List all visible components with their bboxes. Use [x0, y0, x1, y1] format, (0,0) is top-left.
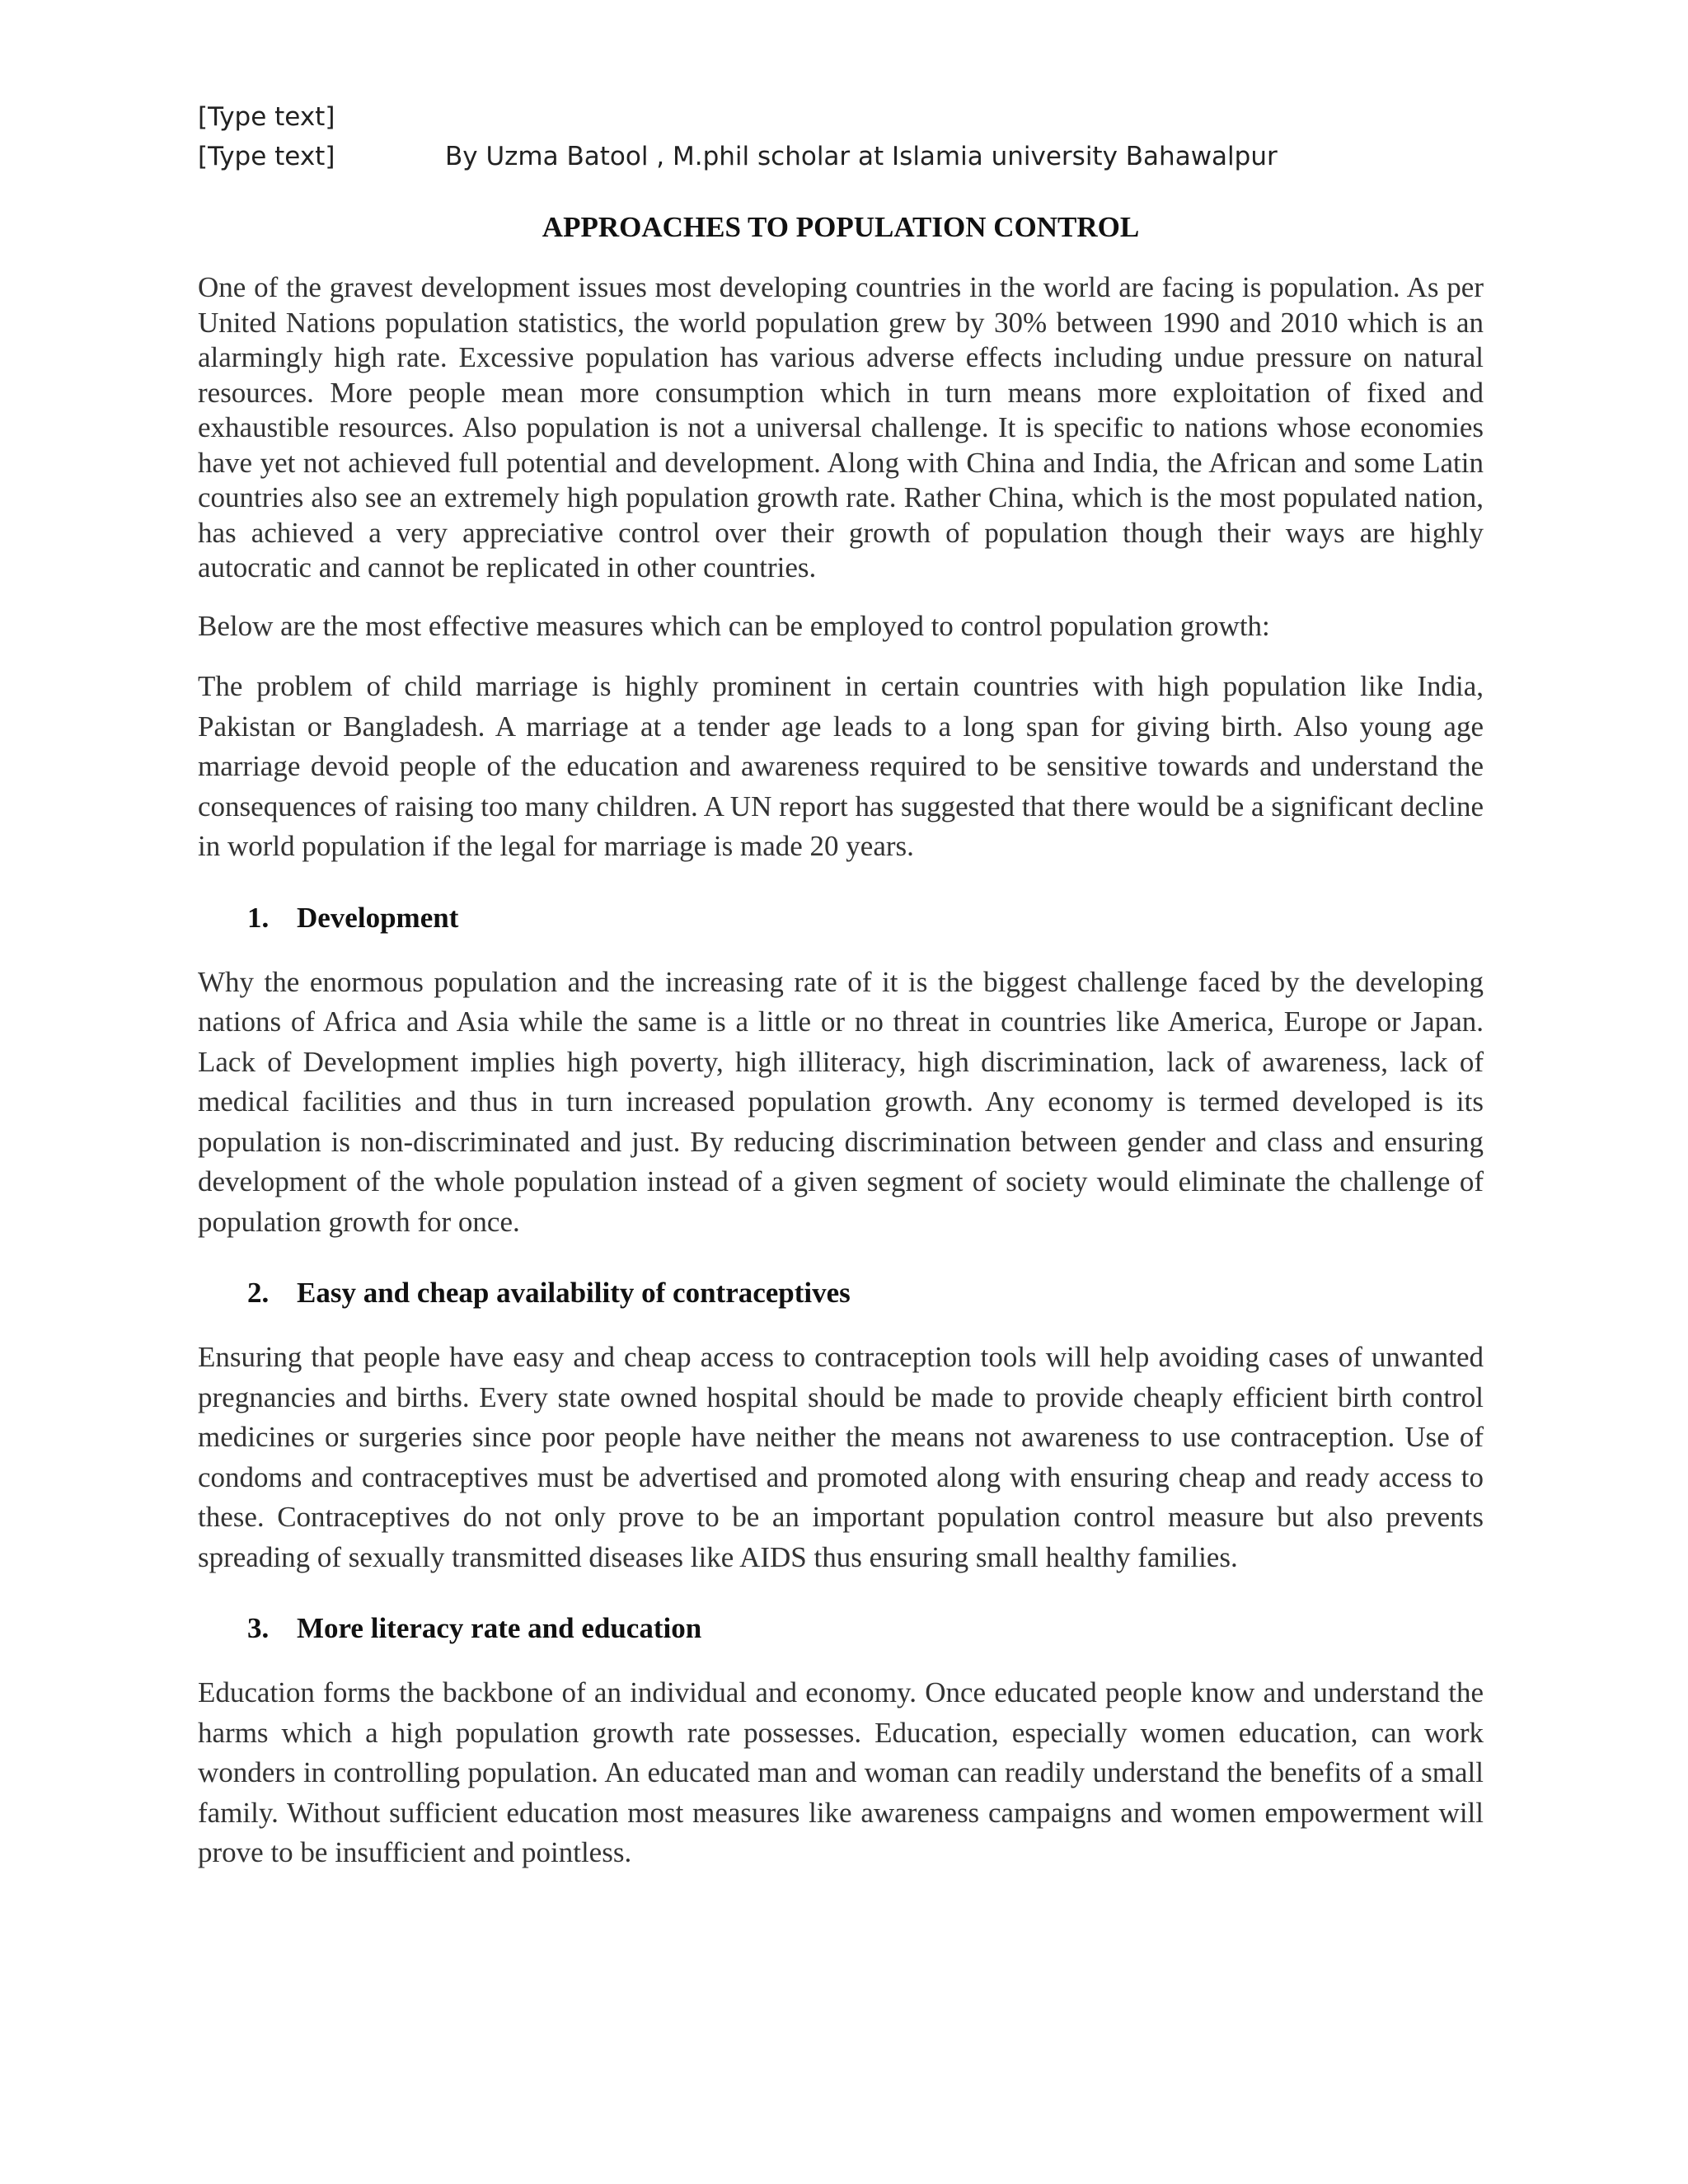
- measures-lead-paragraph: Below are the most effective measures which can be employed to control population growth:: [198, 609, 1270, 642]
- section-number: 2.: [247, 1277, 270, 1309]
- header-placeholder-2: [Type text]: [198, 142, 335, 171]
- section-body-development: Why the enormous population and the increasing rate of it is the biggest challenge faced by the developing nations of Africa and Asia while the same is a little or no threat in countries like America, Europe or Japan. Lack of Development implies high poverty, high illiteracy, high discrimination, lack of awareness, lack of medical facilities and thus in turn increased population growth. Any economy is termed developed is its population is non-discriminated and just. By reducing discrimination between gender and class and ensuring development of the whole population instead of a given segment of society would eliminate the challenge of population growth for once.: [198, 965, 1484, 1238]
- section-heading-development: [247, 898, 1484, 938]
- document-body: [198, 208, 1484, 1896]
- header-row-1: [198, 97, 1278, 137]
- author-byline: By Uzma Batool , M.phil scholar at Islamia university Bahawalpur: [445, 142, 1278, 171]
- page-header: [198, 97, 1278, 176]
- section-heading-text: Easy and cheap availability of contraceptives: [297, 1277, 851, 1309]
- child-marriage-paragraph: The problem of child marriage is highly prominent in certain countries with high population like India, Pakistan or Bangladesh. A marriage at a tender age leads to a long span for giving birth. Also young age marriage devoid people of the education and awareness required to be sensitive towards and understand the consequences of raising too many children. A UN report has suggested that there would be a significant decline in world population if the legal for marriage is made 20 years.: [198, 670, 1484, 862]
- section-number: 1.: [247, 901, 270, 934]
- section-heading-text: More literacy rate and education: [297, 1612, 702, 1644]
- section-heading-education: [247, 1609, 1484, 1648]
- header-row-2: [198, 137, 1278, 176]
- section-number: 3.: [247, 1612, 270, 1644]
- header-placeholder-1: [Type text]: [198, 102, 335, 132]
- intro-paragraph: One of the gravest development issues most developing countries in the world are facing is population. As per United Nations population statistics, the world population grew by 30% between 1990 and 2010 which is an alarmingly high rate. Excessive population has various adverse effects including undue pressure on natural resources. More people mean more consumption which in turn means more exploitation of fixed and exhaustible resources. Also population is not a universal challenge. It is specific to nations whose economies have yet not achieved full potential and development. Along with China and India, the African and some Latin countries also see an extremely high population growth rate. Rather China, which is the most populated nation, has achieved a very appreciative control over their growth of population though their ways are highly autocratic and cannot be replicated in other countries.: [198, 271, 1484, 583]
- section-heading-text: Development: [297, 901, 459, 934]
- document-title: APPROACHES TO POPULATION CONTROL: [542, 211, 1140, 243]
- section-heading-contraceptives: [247, 1273, 1484, 1313]
- section-body-contraceptives: Ensuring that people have easy and cheap access to contraception tools will help avoiding cases of unwanted pregnancies and births. Every state owned hospital should be made to provide cheaply efficient birth control medicines or surgeries since poor people have neither the means not awareness to use contraception. Use of condoms and contraceptives must be advertised and promoted along with ensuring cheap and ready access to these. Contraceptives do not only prove to be an important population control measure but also prevents spreading of sexually transmitted diseases like AIDS thus ensuring small healthy families.: [198, 1341, 1484, 1573]
- section-body-education: Education forms the backbone of an individual and economy. Once educated people know and understand the harms which a high population growth rate possesses. Education, especially women education, can work wonders in controlling population. An educated man and woman can readily understand the benefits of a small family. Without sufficient education most measures like awareness campaigns and women empowerment will prove to be insufficient and pointless.: [198, 1676, 1484, 1868]
